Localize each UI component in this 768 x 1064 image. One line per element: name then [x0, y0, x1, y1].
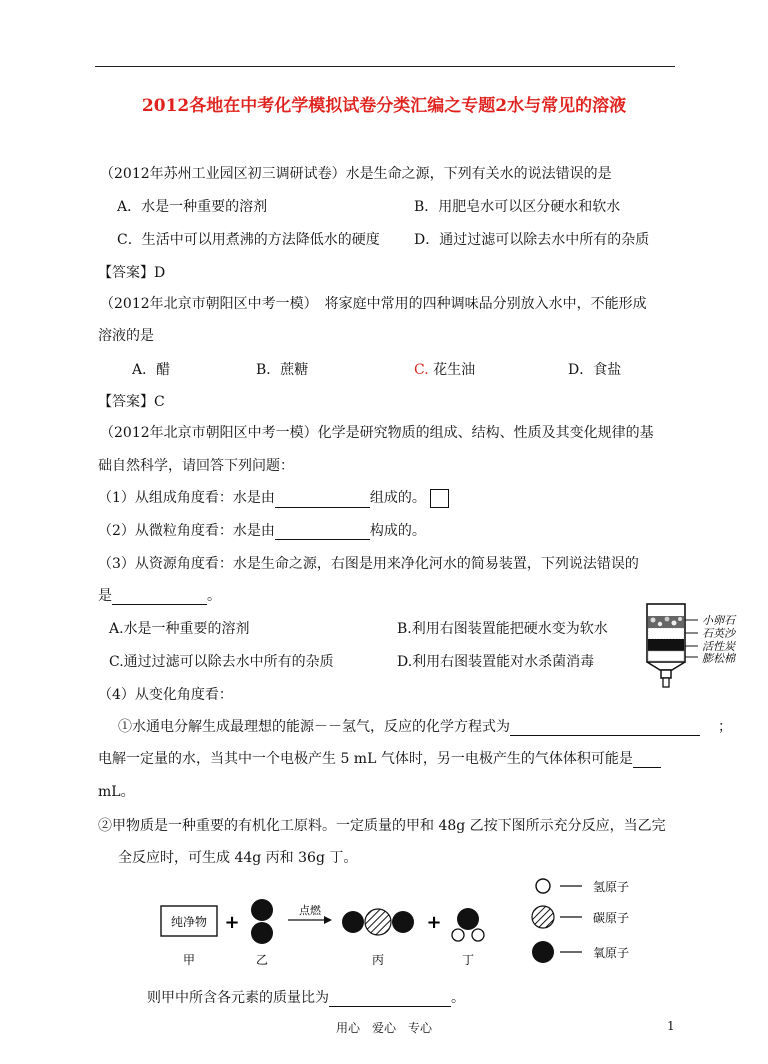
q3-part4-2-unit: mL。: [98, 784, 135, 800]
q1-option-c: C．生活中可以用煮沸的方法降低水的硬度: [117, 232, 380, 248]
q3-part1: [98, 487, 449, 508]
legend-hydrogen: 氢原子: [593, 880, 630, 894]
legend-oxygen: 氧原子: [593, 946, 630, 960]
carbon-atom-icon: [532, 906, 554, 928]
q2-option-d: D．食盐: [568, 362, 622, 378]
q3-part4-2: [98, 748, 661, 768]
label-activated-carbon: 活性炭: [702, 640, 735, 653]
q3-option-d: D.利用右图装置能对水杀菌消毒: [397, 654, 595, 670]
plus-sign-1: +: [224, 912, 240, 933]
footer-text: 用心 爱心 专心: [335, 1021, 432, 1035]
page-title: 2012各地在中考化学模拟试卷分类汇编之专题2水与常见的溶液: [141, 96, 627, 116]
q3-part2-text: （2）从微粒角度看：水是由: [98, 523, 275, 539]
q2-answer: 【答案】C: [98, 394, 165, 410]
q3-part3-end: 。: [207, 588, 221, 604]
top-rule: [95, 66, 675, 67]
legend-carbon: 碳原子: [593, 911, 630, 925]
oxygen-atom-icon: [532, 941, 554, 963]
label-cotton: 膨松棉: [702, 652, 735, 665]
q3-part4-2-text: 电解一定量的水，当其中一个电极产生 5 mL 气体时，另一电极产生的气体体积可能是: [98, 751, 633, 767]
q3-part2-blank[interactable]: [275, 525, 370, 540]
q3-part1-blank[interactable]: [275, 493, 370, 508]
legend: [532, 879, 629, 963]
q1-stem: （2012年苏州工业园区初三调研试卷）水是生命之源，下列有关水的说法错误的是: [100, 166, 612, 182]
q3-last-line: [147, 987, 465, 1007]
q2-option-c-letter: C.: [414, 362, 429, 378]
equation-blank[interactable]: [510, 721, 700, 736]
reaction-diagram: [150, 870, 670, 970]
q3-part4-1-end: ；: [718, 719, 732, 735]
q3-part5-line1: ②甲物质是一种重要的有机化工原料。一定质量的甲和 48g 乙按下图所示充分反应，当乙完: [98, 818, 666, 834]
q3-part2-end: 构成的。: [369, 523, 426, 539]
q3-part4-1: [118, 716, 732, 736]
label-pebbles: 小卵石: [702, 614, 735, 627]
pebble-layer: [648, 616, 684, 628]
label-ding: 丁: [461, 953, 475, 967]
q3-part1-text: （1）从组成角度看：水是由: [98, 490, 275, 506]
water-molecule: [452, 908, 484, 941]
q3-part3-line1: （3）从资源角度看：水是生命之源，右图是用来净化河水的简易装置，下列说法错误的: [98, 556, 639, 572]
ignition-label: 点燃: [299, 904, 321, 917]
q3-last-text: 则甲中所含各元素的质量比为: [147, 990, 329, 1006]
volume-blank[interactable]: [633, 753, 661, 768]
q3-option-a: A.水是一种重要的溶剂: [109, 621, 250, 637]
q3-part1-end: 组成的。: [369, 490, 426, 506]
q2-option-c: [414, 359, 475, 379]
q2-stem-line1: （2012年北京市朝阳区中考一模） 将家庭中常用的四种调味品分别放入水中，不能形成: [100, 296, 647, 312]
q3-part3-line2: [98, 585, 221, 605]
q3-option-b: B.利用右图装置能把硬水变为软水: [397, 621, 608, 637]
label-yi: 乙: [255, 953, 269, 967]
q2-option-a: A．醋: [132, 362, 171, 378]
water-filter-diagram: [640, 602, 755, 694]
q2-stem-line2: 溶液的是: [98, 328, 154, 344]
q3-part2: [98, 520, 426, 540]
q3-stem-line2: 础自然科学，请回答下列问题：: [98, 458, 294, 474]
q3-last-end: 。: [451, 990, 465, 1006]
label-quartz-sand: 石英沙: [702, 627, 735, 640]
cotton-layer: [648, 651, 684, 661]
arrow-head-icon: [324, 916, 332, 924]
q3-part4: （4）从变化角度看：: [98, 687, 233, 703]
label-jia: 甲: [182, 953, 196, 967]
label-bing: 丙: [371, 953, 385, 967]
hydrogen-atom-icon: [536, 879, 550, 893]
quartz-sand-layer: [648, 628, 684, 639]
q3-part4-1-text: ①水通电分解生成最理想的能源－－氢气，反应的化学方程式为: [118, 719, 510, 735]
checkbox-square: [430, 489, 449, 508]
q1-option-a: A．水是一种重要的溶剂: [117, 199, 268, 215]
q1-answer: 【答案】D: [98, 265, 166, 281]
q1-option-b: B．用肥皂水可以区分硬水和软水: [414, 199, 621, 215]
q2-option-b: B．蔗糖: [256, 362, 309, 378]
q3-stem-line1: （2012年北京市朝阳区中考一模）化学是研究物质的组成、结构、性质及其变化规律的基: [100, 425, 654, 441]
carbon-dioxide-molecule: [342, 909, 414, 935]
pure-substance-label: 纯净物: [170, 915, 208, 929]
q3-part3-prefix: 是: [98, 588, 112, 604]
page-number: 1: [667, 1019, 675, 1033]
q3-part3-blank[interactable]: [112, 590, 207, 605]
q3-option-c: C.通过过滤可以除去水中所有的杂质: [109, 654, 334, 670]
q3-part5-line2: 全反应时，可生成 44g 丙和 36g 丁。: [118, 850, 358, 866]
outlet-tube: [661, 670, 671, 678]
q1-option-d: D．通过过滤可以除去水中所有的杂质: [414, 232, 650, 248]
q2-option-c-text: 花生油: [433, 362, 476, 378]
mass-ratio-blank[interactable]: [329, 992, 451, 1007]
plus-sign-2: +: [426, 912, 442, 933]
oxygen-molecule: [251, 899, 273, 944]
activated-carbon-layer: [648, 639, 684, 651]
